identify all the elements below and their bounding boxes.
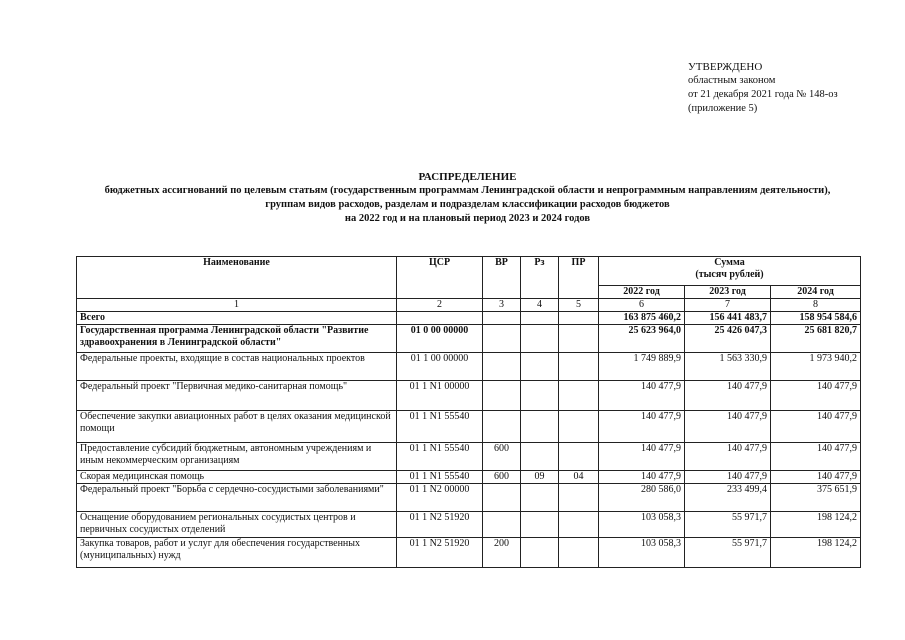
row-pr [559, 312, 599, 325]
table-row [77, 484, 861, 512]
col-number: 5 [559, 299, 599, 312]
header-year-2022: 2022 год [599, 286, 685, 299]
row-amount-2023: 55 971,7 [685, 538, 771, 568]
approval-line: (приложение 5) [688, 103, 758, 114]
row-vr [483, 411, 521, 443]
row-csr: 01 1 N1 55540 [397, 471, 483, 484]
budget-table [76, 256, 861, 568]
row-amount-2024: 198 124,2 [771, 512, 861, 538]
row-vr [483, 325, 521, 353]
row-pr: 04 [559, 471, 599, 484]
header-pr: ПР [559, 257, 599, 299]
row-rz [521, 512, 559, 538]
row-csr: 01 0 00 00000 [397, 325, 483, 353]
row-rz [521, 353, 559, 381]
row-name: Предоставление субсидий бюджетным, автономным учреждениям и иным некоммерческим организациям [77, 443, 397, 471]
row-rz [521, 325, 559, 353]
row-rz [521, 443, 559, 471]
row-csr: 01 1 N1 55540 [397, 443, 483, 471]
row-amount-2024: 25 681 820,7 [771, 325, 861, 353]
row-rz [521, 312, 559, 325]
header-csr: ЦСР [397, 257, 483, 299]
header-year-2024: 2024 год [771, 286, 861, 299]
row-pr [559, 512, 599, 538]
row-amount-2024: 158 954 584,6 [771, 312, 861, 325]
row-amount-2023: 140 477,9 [685, 471, 771, 484]
approval-stamp [688, 60, 838, 116]
row-amount-2023: 233 499,4 [685, 484, 771, 512]
row-amount-2022: 25 623 964,0 [599, 325, 685, 353]
title-line: бюджетных ассигнований по целевым статьям (государственным программам Ленинградской области и непрограммным направлениям деятельности), [104, 185, 831, 196]
row-vr [483, 512, 521, 538]
row-rz [521, 411, 559, 443]
row-amount-2024: 140 477,9 [771, 471, 861, 484]
col-number: 3 [483, 299, 521, 312]
approval-line: областным законом [688, 75, 776, 86]
row-amount-2024: 375 651,9 [771, 484, 861, 512]
row-csr: 01 1 N1 55540 [397, 411, 483, 443]
header-name: Наименование [77, 257, 397, 299]
row-amount-2022: 140 477,9 [599, 443, 685, 471]
row-name: Обеспечение закупки авиационных работ в целях оказания медицинской помощи [77, 411, 397, 443]
header-rz: Рз [521, 257, 559, 299]
row-pr [559, 381, 599, 411]
header-vr: ВР [483, 257, 521, 299]
row-amount-2022: 140 477,9 [599, 381, 685, 411]
row-name: Федеральные проекты, входящие в состав национальных проектов [77, 353, 397, 381]
col-number: 8 [771, 299, 861, 312]
row-pr [559, 411, 599, 443]
row-name: Всего [77, 312, 397, 325]
row-vr [483, 381, 521, 411]
title-main: РАСПРЕДЕЛЕНИЕ [418, 171, 517, 183]
row-name: Оснащение оборудованием региональных сосудистых центров и первичных сосудистых отделений [77, 512, 397, 538]
row-amount-2022: 140 477,9 [599, 411, 685, 443]
row-csr: 01 1 00 00000 [397, 353, 483, 381]
table-row [77, 471, 861, 484]
row-vr: 600 [483, 443, 521, 471]
col-number: 1 [77, 299, 397, 312]
document-title [40, 170, 895, 226]
row-name: Закупка товаров, работ и услуг для обеспечения государственных (муниципальных) нужд [77, 538, 397, 568]
header-sum-unit: (тысяч рублей) [695, 269, 764, 280]
col-number: 2 [397, 299, 483, 312]
table-row [77, 312, 861, 325]
row-pr [559, 325, 599, 353]
col-number: 6 [599, 299, 685, 312]
table-row [77, 538, 861, 568]
row-amount-2023: 140 477,9 [685, 381, 771, 411]
row-amount-2024: 140 477,9 [771, 381, 861, 411]
row-rz [521, 538, 559, 568]
row-amount-2023: 25 426 047,3 [685, 325, 771, 353]
table-row [77, 443, 861, 471]
row-name: Федеральный проект "Первичная медико-санитарная помощь" [77, 381, 397, 411]
table-row [77, 325, 861, 353]
row-name: Государственная программа Ленинградской области "Развитие здравоохранения в Ленинградской области" [77, 325, 397, 353]
row-vr [483, 353, 521, 381]
row-rz: 09 [521, 471, 559, 484]
row-amount-2023: 55 971,7 [685, 512, 771, 538]
row-amount-2024: 1 973 940,2 [771, 353, 861, 381]
header-sum-label: Сумма [714, 257, 745, 268]
row-rz [521, 484, 559, 512]
row-amount-2023: 140 477,9 [685, 411, 771, 443]
table-row [77, 512, 861, 538]
row-vr: 200 [483, 538, 521, 568]
row-pr [559, 353, 599, 381]
title-line: на 2022 год и на плановый период 2023 и 2024 годов [344, 213, 591, 224]
approval-heading: УТВЕРЖДЕНО [688, 61, 763, 73]
row-name: Федеральный проект "Борьба с сердечно-сосудистыми заболеваниями" [77, 484, 397, 512]
row-csr: 01 1 N2 51920 [397, 538, 483, 568]
row-amount-2022: 163 875 460,2 [599, 312, 685, 325]
row-amount-2024: 198 124,2 [771, 538, 861, 568]
row-csr: 01 1 N2 00000 [397, 484, 483, 512]
row-amount-2022: 103 058,3 [599, 512, 685, 538]
row-vr [483, 484, 521, 512]
row-amount-2024: 140 477,9 [771, 411, 861, 443]
row-vr [483, 312, 521, 325]
row-amount-2022: 280 586,0 [599, 484, 685, 512]
row-csr: 01 1 N1 00000 [397, 381, 483, 411]
row-rz [521, 381, 559, 411]
row-pr [559, 443, 599, 471]
row-amount-2022: 1 749 889,9 [599, 353, 685, 381]
row-amount-2022: 103 058,3 [599, 538, 685, 568]
header-year-2023: 2023 год [685, 286, 771, 299]
table-row [77, 411, 861, 443]
table-row [77, 353, 861, 381]
row-csr: 01 1 N2 51920 [397, 512, 483, 538]
row-csr [397, 312, 483, 325]
row-amount-2023: 1 563 330,9 [685, 353, 771, 381]
row-name: Скорая медицинская помощь [77, 471, 397, 484]
table-row [77, 381, 861, 411]
row-pr [559, 538, 599, 568]
title-line: группам видов расходов, разделам и подразделам классификации расходов бюджетов [265, 199, 670, 210]
row-amount-2023: 140 477,9 [685, 443, 771, 471]
row-vr: 600 [483, 471, 521, 484]
row-pr [559, 484, 599, 512]
approval-line: от 21 декабря 2021 года № 148-оз [688, 89, 838, 100]
col-number: 7 [685, 299, 771, 312]
row-amount-2022: 140 477,9 [599, 471, 685, 484]
col-number: 4 [521, 299, 559, 312]
row-amount-2023: 156 441 483,7 [685, 312, 771, 325]
row-amount-2024: 140 477,9 [771, 443, 861, 471]
header-sum [599, 257, 861, 286]
